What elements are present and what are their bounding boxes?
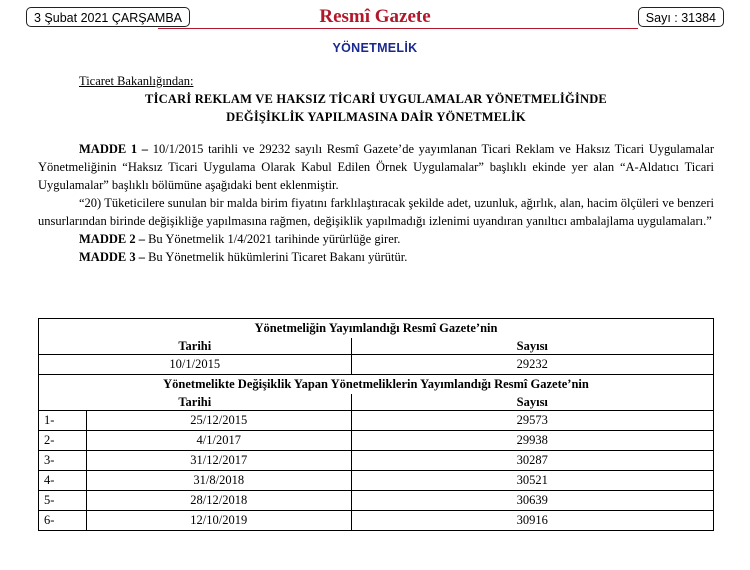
table-heading-original: Yönetmeliğin Yayımlandığı Resmî Gazete’nin [39,319,714,339]
col-number-header: Sayısı [351,338,713,355]
amendment-number: 30916 [351,511,713,531]
ministry-name: Ticaret Bakanlığından: [79,74,194,88]
table-heading-amendments: Yönetmelikte Değişiklik Yapan Yönetmeliklerin Yayımlandığı Resmî Gazete’nin [39,375,714,395]
amendment-date: 4/1/2017 [86,431,351,451]
amendment-date: 31/12/2017 [86,451,351,471]
amendment-index: 4- [39,471,87,491]
article-3-label: MADDE 3 – [79,250,145,264]
amendment-index: 3- [39,451,87,471]
amendment-date: 25/12/2015 [86,411,351,431]
article-2-text: Bu Yönetmelik 1/4/2021 tarihinde yürürlüğe girer. [144,232,401,246]
issue-date: 3 Şubat 2021 ÇARŞAMBA [26,7,190,27]
gazette-title: Resmî Gazete [319,6,431,27]
amendment-index: 5- [39,491,87,511]
original-date: 10/1/2015 [39,355,352,375]
amendment-number: 30287 [351,451,713,471]
table-row [39,511,714,531]
table-row [39,491,714,511]
amendment-date: 12/10/2019 [86,511,351,531]
amendment-number: 29938 [351,431,713,451]
col-number-header: Sayısı [351,394,713,411]
article-2 [38,230,714,248]
gazette-header [26,6,724,30]
issue-number: Sayı : 31384 [638,7,724,27]
article-1-text: 10/1/2015 tarihli ve 29232 sayılı Resmî Gazete’de yayımlanan Ticari Reklam ve Haksız Ticari Uygulamalar Yönetmeliğinin “Haksız Ticari Uygulama Olarak Kabul Edilen Örnek Uygulamalar” başlıklı ekinde yer alan “A-Aldatıcı Ticari Uygulamalar” başlıklı bölümüne aşağıdaki bent eklenmiştir. [38,142,714,192]
reference-table [38,318,714,531]
table-row [39,431,714,451]
article-3-text: Bu Yönetmelik hükümlerini Ticaret Bakanı yürütür. [144,250,408,264]
regulation-title-line2: DEĞİŞİKLİK YAPILMASINA DAİR YÖNETMELİK [226,110,526,124]
original-number: 29232 [351,355,713,375]
article-2-label: MADDE 2 – [79,232,145,246]
amendment-number: 29573 [351,411,713,431]
amendment-date: 28/12/2018 [86,491,351,511]
regulation-body [38,72,714,266]
amendment-index: 1- [39,411,87,431]
article-1-label: MADDE 1 – [79,142,149,156]
regulation-title-line1: TİCARİ REKLAM VE HAKSIZ TİCARİ UYGULAMALAR YÖNETMELİĞİNDE [145,92,607,106]
amendment-date: 31/8/2018 [86,471,351,491]
section-title: YÖNETMELİK [332,41,418,55]
table-row [39,355,714,375]
table-row [39,411,714,431]
table-row [39,471,714,491]
amendment-number: 30639 [351,491,713,511]
amendment-index: 2- [39,431,87,451]
article-3 [38,248,714,266]
table-row [39,451,714,471]
col-date-header: Tarihi [39,338,352,355]
header-rule [158,28,638,29]
article-1-quote: “20) Tüketicilere sunulan bir malda birim fiyatını farklılaştıracak şekilde adet, uzunluk, ağırlık, alan, hacim ölçüleri ve benzeri unsurlarından birinde değişikliğe yapılmasına rağmen, değişiklik yapılmadığı izlenimi uyandıran yanıltıcı ambalajlama uygulamaları.” [38,196,714,228]
amendment-number: 30521 [351,471,713,491]
article-1 [38,140,714,194]
col-date-header: Tarihi [39,394,352,411]
amendment-index: 6- [39,511,87,531]
